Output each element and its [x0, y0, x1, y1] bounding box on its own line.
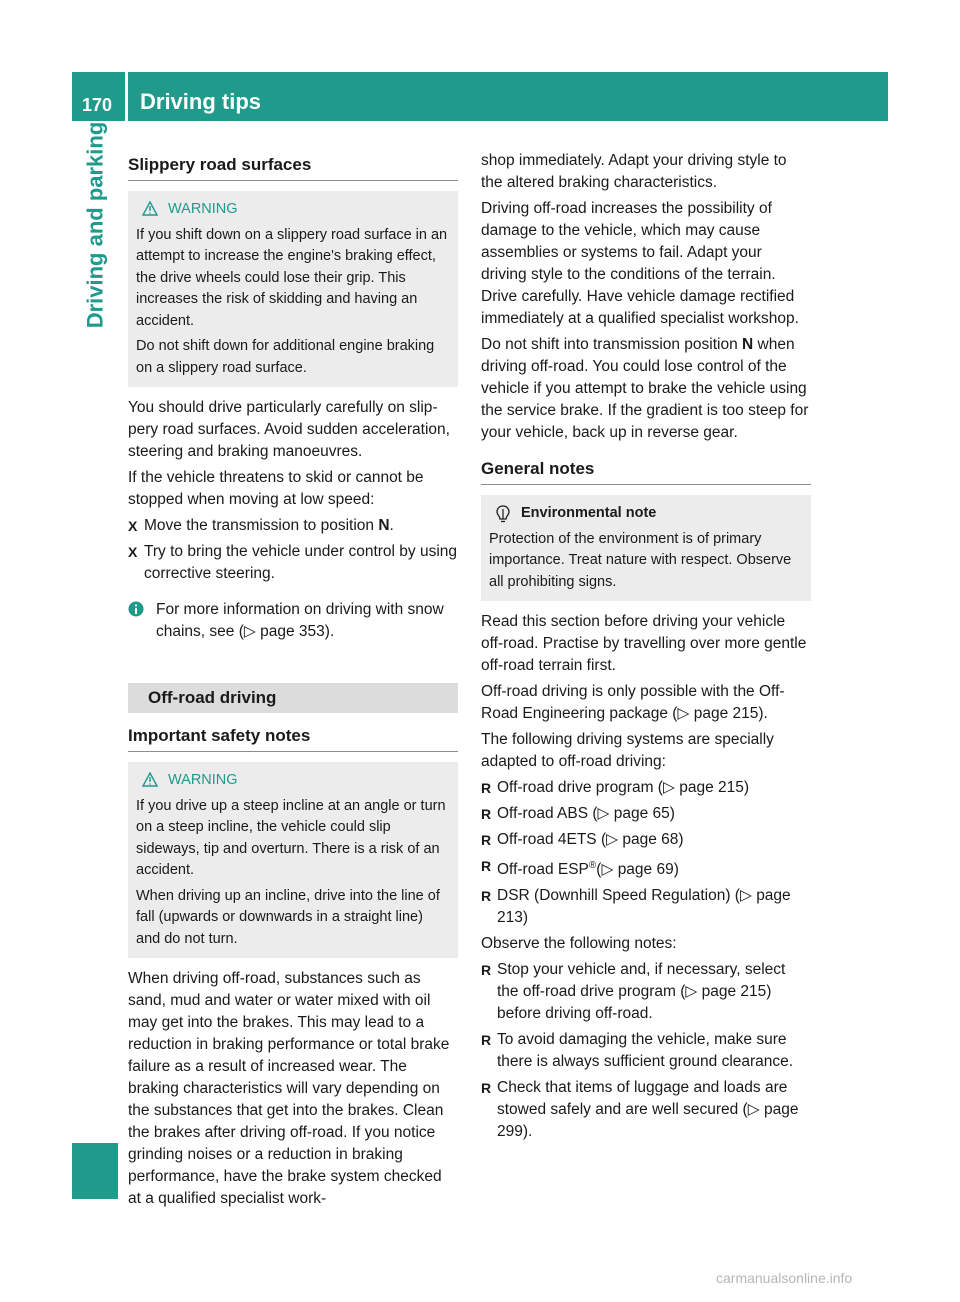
paragraph: Driving off-road increases the possibility of damage to the vehicle, which may cause assemblies or systems to fail. Adapt your driving style to the conditions of the terrain. Drive carefully. Have vehicle damage rectified immediately at a qualified specialist workshop.	[481, 200, 799, 327]
page-title: Driving tips	[140, 89, 262, 114]
page-reference[interactable]: page 215	[701, 983, 767, 1001]
page-ref-arrow: ▷	[677, 705, 694, 722]
side-tab	[72, 121, 118, 329]
instruction-step	[128, 541, 458, 585]
env-text: Protection of the environment is of primary importance. Treat nature with respect. Observe all prohibiting signs.	[489, 530, 792, 590]
list-item-text: To avoid damaging the vehicle, make sure there is always sufficient ground clearance.	[497, 1031, 794, 1071]
paragraph-text: Do not shift into transmission position	[481, 336, 743, 353]
list-item-text: Off-road drive program (	[497, 779, 663, 796]
page-ref-arrow: ▷	[606, 831, 623, 848]
list-item	[481, 1077, 811, 1143]
list-item	[481, 855, 811, 881]
list-item	[481, 1029, 811, 1073]
page-ref-arrow: ▷	[597, 805, 614, 822]
info-note	[128, 599, 458, 643]
page-ref-arrow: ▷	[747, 1101, 764, 1119]
warning-text: If you drive up a steep incline at an angle or turn on a steep incline, the vehicle could slip sideways, tip and overturn. There is a risk of an accident.	[136, 797, 446, 878]
bullet-icon: R	[481, 780, 492, 796]
paragraph: Read this section before driving your vehicle off-road. Practise by travelling over more gentle off-road terrain first.	[481, 613, 807, 674]
paragraph-text: ).	[758, 705, 768, 722]
list-item-text: )	[743, 779, 750, 796]
gear-position: N	[742, 336, 754, 353]
offroad-section-heading: Off-road driving	[128, 683, 458, 713]
list-item-text: )	[669, 805, 675, 822]
list-item	[481, 959, 811, 1025]
paragraph-text: when driving off-road. You could lose control of the vehicle if you attempt to brake the vehicle using the service brake. If the gradient is too steep for your vehicle, back up in reverse gear.	[481, 336, 809, 441]
env-title-text: Environmental note	[521, 505, 657, 521]
paragraph: Observe the following notes:	[481, 935, 677, 953]
bullet-icon: R	[481, 1032, 492, 1049]
list-item-text: Off-road ESP	[497, 861, 589, 879]
page-ref-arrow: ▷	[685, 983, 702, 1001]
page-reference[interactable]: page 68	[622, 831, 679, 848]
page-reference[interactable]: page 215	[693, 705, 759, 722]
list-item	[481, 885, 811, 929]
bullet-icon: R	[481, 858, 492, 874]
warning-text: If you shift down on a slippery road surface in an attempt to increase the engine's braking effect, the drive wheels could lose their grip. This increases the risk of skidding and having an accident.	[136, 226, 448, 329]
page-reference[interactable]: page 69	[617, 861, 674, 879]
warning-title	[136, 770, 450, 792]
step-text-end: .	[389, 517, 394, 534]
warning-text: When driving up an incline, drive into the line of fall (upwards or downwards in a straight line) and do not turn.	[136, 887, 440, 947]
warning-title-text: WARNING	[168, 772, 238, 788]
paragraph: shop immediately. Adapt your driving style to the altered braking characteristics.	[481, 152, 787, 191]
info-icon	[128, 601, 144, 617]
warning-icon	[142, 772, 158, 787]
instruction-step	[128, 515, 458, 537]
bullet-icon: R	[481, 962, 492, 979]
side-block	[72, 1143, 118, 1199]
side-tab-label: Driving and parking	[82, 121, 107, 329]
paragraph: The following driving systems are specially adapted to off-road driving:	[481, 731, 774, 770]
list-item-text: Stop your vehicle and, if necessary, select the off-road drive program (	[497, 961, 786, 1001]
page-number: 170	[81, 95, 113, 115]
bullet-icon: R	[481, 832, 492, 848]
warning-icon	[142, 201, 158, 216]
registered-mark: ®	[588, 860, 597, 871]
list-item-text: ).	[522, 1123, 533, 1141]
warning-text: Do not shift down for additional engine braking on a slippery road surface.	[136, 338, 435, 376]
list-item-text: DSR (Downhill Speed Regulation) (	[497, 887, 740, 905]
info-text: For more information on driving with snow chains, see (	[156, 601, 444, 640]
list-item-text: )	[522, 909, 529, 927]
list-item-text: )	[673, 861, 679, 879]
right-column	[481, 150, 811, 1147]
warning-title-text: WARNING	[168, 201, 238, 217]
warning-box-slippery	[128, 191, 458, 387]
page-ref-arrow: ▷	[739, 887, 757, 905]
list-item-text: ) before driving off-road.	[497, 983, 772, 1023]
step-text: Move the transmission to position	[144, 517, 379, 534]
env-title	[489, 503, 803, 525]
info-text-end: ).	[324, 623, 335, 640]
page-reference[interactable]: page 353	[260, 623, 325, 640]
list-item-text: Off-road 4ETS (	[497, 831, 607, 848]
bullet-icon: R	[481, 1080, 492, 1097]
paragraph: You should drive particularly carefully on slippery road surfaces. Avoid sudden acceleration, steering and braking manoeuvres.	[128, 399, 450, 460]
list-item-text: (	[596, 861, 602, 879]
list-item-text: )	[678, 831, 684, 848]
page-reference[interactable]: page 65	[613, 805, 670, 822]
instruction-arrow-icon: X	[128, 544, 138, 560]
list-item-text: Check that items of luggage and loads are stowed safely and are well secured (	[497, 1079, 788, 1119]
page-ref-arrow: ▷	[662, 779, 680, 796]
general-notes-heading: General notes	[481, 458, 811, 485]
paragraph: If the vehicle threatens to skid or cannot be stopped when moving at low speed:	[128, 469, 424, 508]
bullet-icon: R	[481, 806, 492, 822]
list-item	[481, 829, 811, 851]
header-divider	[125, 72, 128, 121]
lightbulb-icon	[495, 505, 511, 523]
list-item	[481, 777, 811, 799]
page-ref-arrow: ▷	[601, 861, 618, 879]
page-ref-arrow: ▷	[243, 623, 261, 640]
page-reference[interactable]: page 215	[679, 779, 744, 796]
gear-position: N	[378, 517, 390, 534]
paragraph: When driving off-road, substances such as sand, mud and water or water mixed with oil may get into the brakes. This may lead to a reduction in braking performance or total brake failure as a result of increased wear. The braking characteristics will vary depending on the substances that get into the brakes. Clean the brakes after driving off-road. If you notice grinding noises or a reduction in braking performance, have the brake system checked at a qualified specialist work-	[128, 970, 450, 1207]
warning-title	[136, 199, 450, 221]
list-item	[481, 803, 811, 825]
paragraph	[481, 334, 811, 444]
list-item-text: Off-road ABS (	[497, 805, 598, 822]
paragraph-text: Off-road driving is only possible with the Off-Road Engineering package (	[481, 683, 785, 722]
environmental-note-box	[481, 495, 811, 601]
instruction-arrow-icon: X	[128, 518, 138, 534]
safety-notes-heading: Important safety notes	[128, 725, 458, 752]
page-reference[interactable]: page 213	[497, 887, 791, 927]
left-column	[128, 150, 458, 1214]
page-reference[interactable]: page 299	[497, 1101, 799, 1141]
paragraph	[481, 681, 811, 725]
bullet-icon: R	[481, 888, 492, 905]
watermark[interactable]: carmanualsonline.info	[716, 1270, 853, 1286]
warning-box-offroad	[128, 762, 458, 958]
slippery-heading: Slippery road surfaces	[128, 154, 458, 181]
step-text: Try to bring the vehicle under control by using corrective steering.	[144, 543, 458, 582]
